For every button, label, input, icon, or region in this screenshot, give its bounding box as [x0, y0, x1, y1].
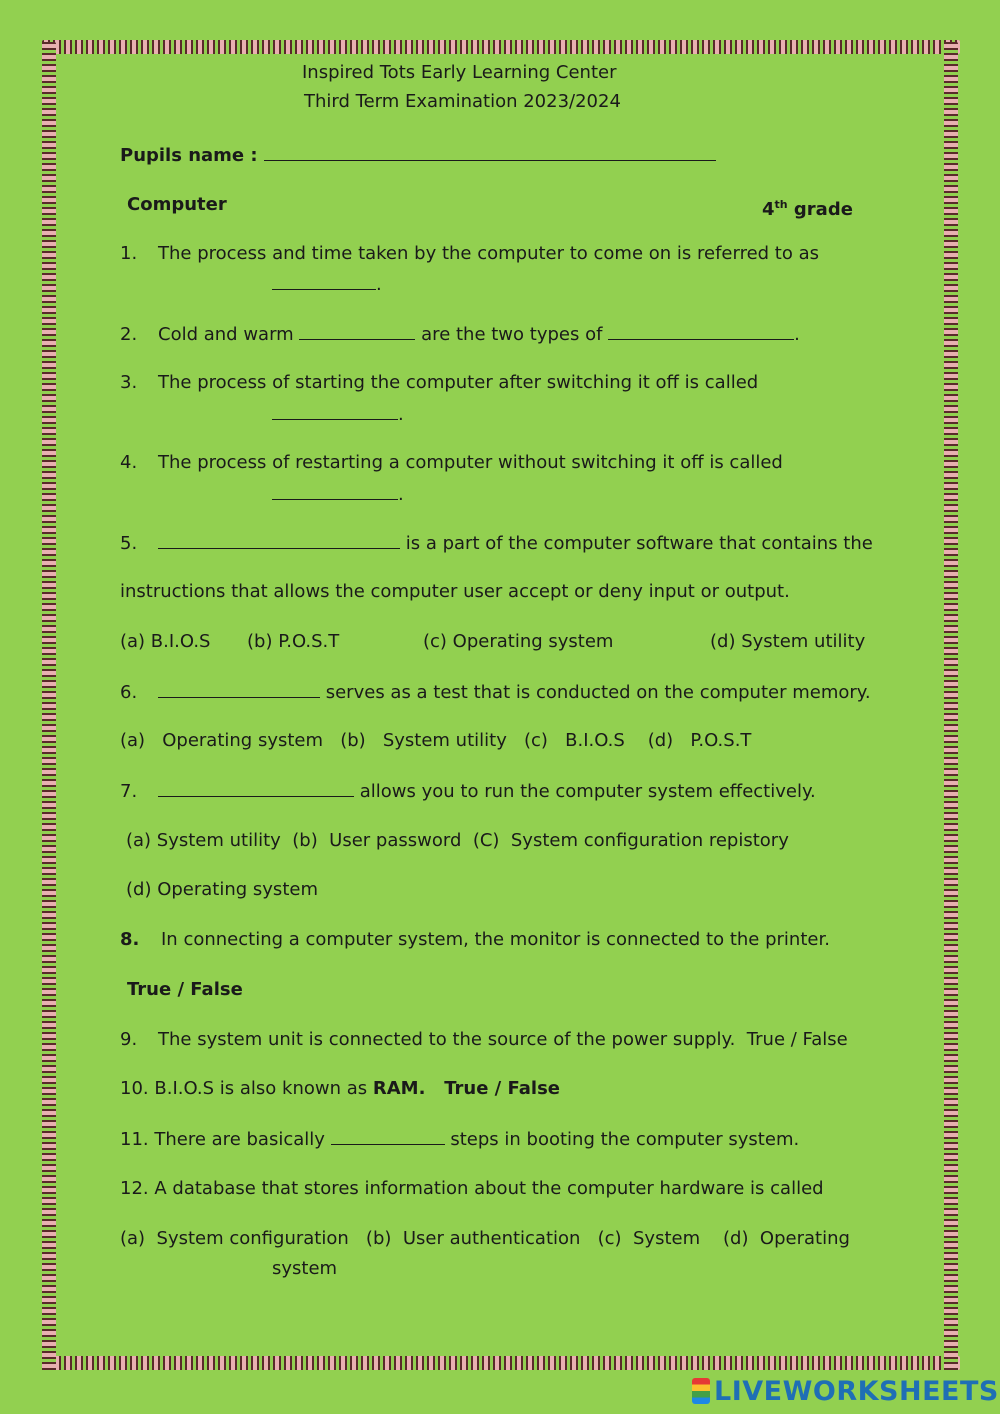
school-name: Inspired Tots Early Learning Center: [302, 62, 617, 83]
question-number: 10.: [120, 1078, 149, 1099]
pupil-name-field[interactable]: [264, 144, 716, 161]
question-7: [120, 780, 816, 803]
answer-blank[interactable]: [158, 780, 354, 797]
question-text: In connecting a computer system, the monitor is connected to the printer.: [161, 929, 830, 950]
question-text: B.I.O.S is also known as: [154, 1078, 368, 1099]
grade-label: [762, 194, 853, 221]
exam-title: Third Term Examination 2023/2024: [304, 91, 621, 112]
question-text-b: steps in booting the computer system.: [450, 1129, 800, 1150]
question-number: 12.: [120, 1178, 149, 1199]
answer-blank-row: .: [272, 483, 404, 506]
question-7-options[interactable]: (a) System utility (b) User password (C) System configuration repistory: [126, 830, 789, 851]
question-text: The process of starting the computer after switching it off is called: [158, 372, 759, 393]
question-6: [120, 681, 871, 704]
question-text: The process of restarting a computer without switching it off is called: [158, 452, 783, 473]
answer-blank[interactable]: [158, 532, 400, 549]
top-border: [42, 40, 960, 54]
grade-number: 4: [762, 199, 775, 220]
question-7-option-d[interactable]: (d) Operating system: [126, 879, 318, 900]
pupil-name-label: Pupils name :: [120, 145, 258, 166]
question-12-options[interactable]: (a) System configuration (b) User authentication (c) System (d) Operating: [120, 1228, 850, 1249]
question-5-continued: instructions that allows the computer user accept or deny input or output.: [120, 581, 790, 602]
question-4: [120, 452, 783, 474]
answer-blank[interactable]: [272, 483, 398, 500]
question-number: 11.: [120, 1129, 149, 1150]
question-12: [120, 1178, 824, 1200]
question-number: 1.: [120, 243, 138, 264]
question-11: [120, 1128, 799, 1151]
left-border: [42, 42, 56, 1372]
question-3: [120, 372, 758, 394]
question-2: 2. Cold and warm are the two types of .: [120, 324, 800, 345]
question-number: 8.: [120, 929, 140, 950]
grade-superscript: th: [774, 198, 788, 211]
true-false-choice[interactable]: RAM. True / False: [372, 1078, 561, 1099]
question-text-a: Cold and warm: [158, 324, 294, 345]
answer-blank-row: .: [272, 403, 404, 426]
question-8: [120, 929, 830, 951]
question-12-options-continued[interactable]: system: [272, 1258, 338, 1279]
question-text: allows you to run the computer system effectively.: [359, 781, 816, 802]
answer-blank[interactable]: [272, 403, 398, 420]
option-d[interactable]: (d) System utility: [710, 631, 866, 652]
option-b[interactable]: (b) P.O.S.T: [247, 631, 340, 652]
answer-blank[interactable]: [331, 1128, 445, 1145]
question-number: 7.: [120, 781, 138, 802]
question-10: [120, 1078, 560, 1100]
logo-text: LIVEWORKSHEETS: [714, 1375, 999, 1407]
answer-blank[interactable]: [272, 273, 376, 290]
answer-blank[interactable]: [158, 681, 320, 698]
question-number: 9.: [120, 1029, 138, 1050]
question-number: 2.: [120, 324, 138, 345]
pupil-name-row: [120, 144, 716, 167]
question-text-b: are the two types of: [421, 324, 603, 345]
answer-blank[interactable]: [608, 323, 794, 340]
question-text: A database that stores information about the computer hardware is called: [154, 1178, 824, 1199]
answer-blank[interactable]: [299, 323, 415, 340]
bottom-border: [42, 1356, 960, 1370]
grade-word: grade: [793, 199, 853, 220]
option-c[interactable]: (c) Operating system: [423, 631, 614, 652]
right-border: [944, 42, 958, 1372]
question-number: 4.: [120, 452, 138, 473]
logo-badge-icon: [692, 1378, 710, 1404]
question-9: [120, 1029, 848, 1051]
question-6-options[interactable]: (a) Operating system (b) System utility (c) B.I.O.S (d) P.O.S.T: [120, 730, 752, 751]
question-number: 3.: [120, 372, 138, 393]
question-5: [120, 532, 873, 555]
option-a[interactable]: (a) B.I.O.S: [120, 631, 211, 652]
answer-blank-row: .: [272, 273, 382, 296]
question-text-a: There are basically: [154, 1129, 325, 1150]
question-1: [120, 243, 819, 265]
subject-label: Computer: [127, 194, 227, 215]
question-text: The system unit is connected to the source of the power supply. True / False: [158, 1029, 848, 1050]
liveworksheets-logo: [692, 1376, 999, 1406]
question-text: serves as a test that is conducted on the computer memory.: [325, 682, 871, 703]
question-number: 6.: [120, 682, 138, 703]
true-false-choice[interactable]: True / False: [127, 979, 243, 1000]
question-text: is a part of the computer software that contains the: [405, 533, 873, 554]
question-text: The process and time taken by the computer to come on is referred to as: [158, 243, 820, 264]
question-number: 5.: [120, 533, 138, 554]
